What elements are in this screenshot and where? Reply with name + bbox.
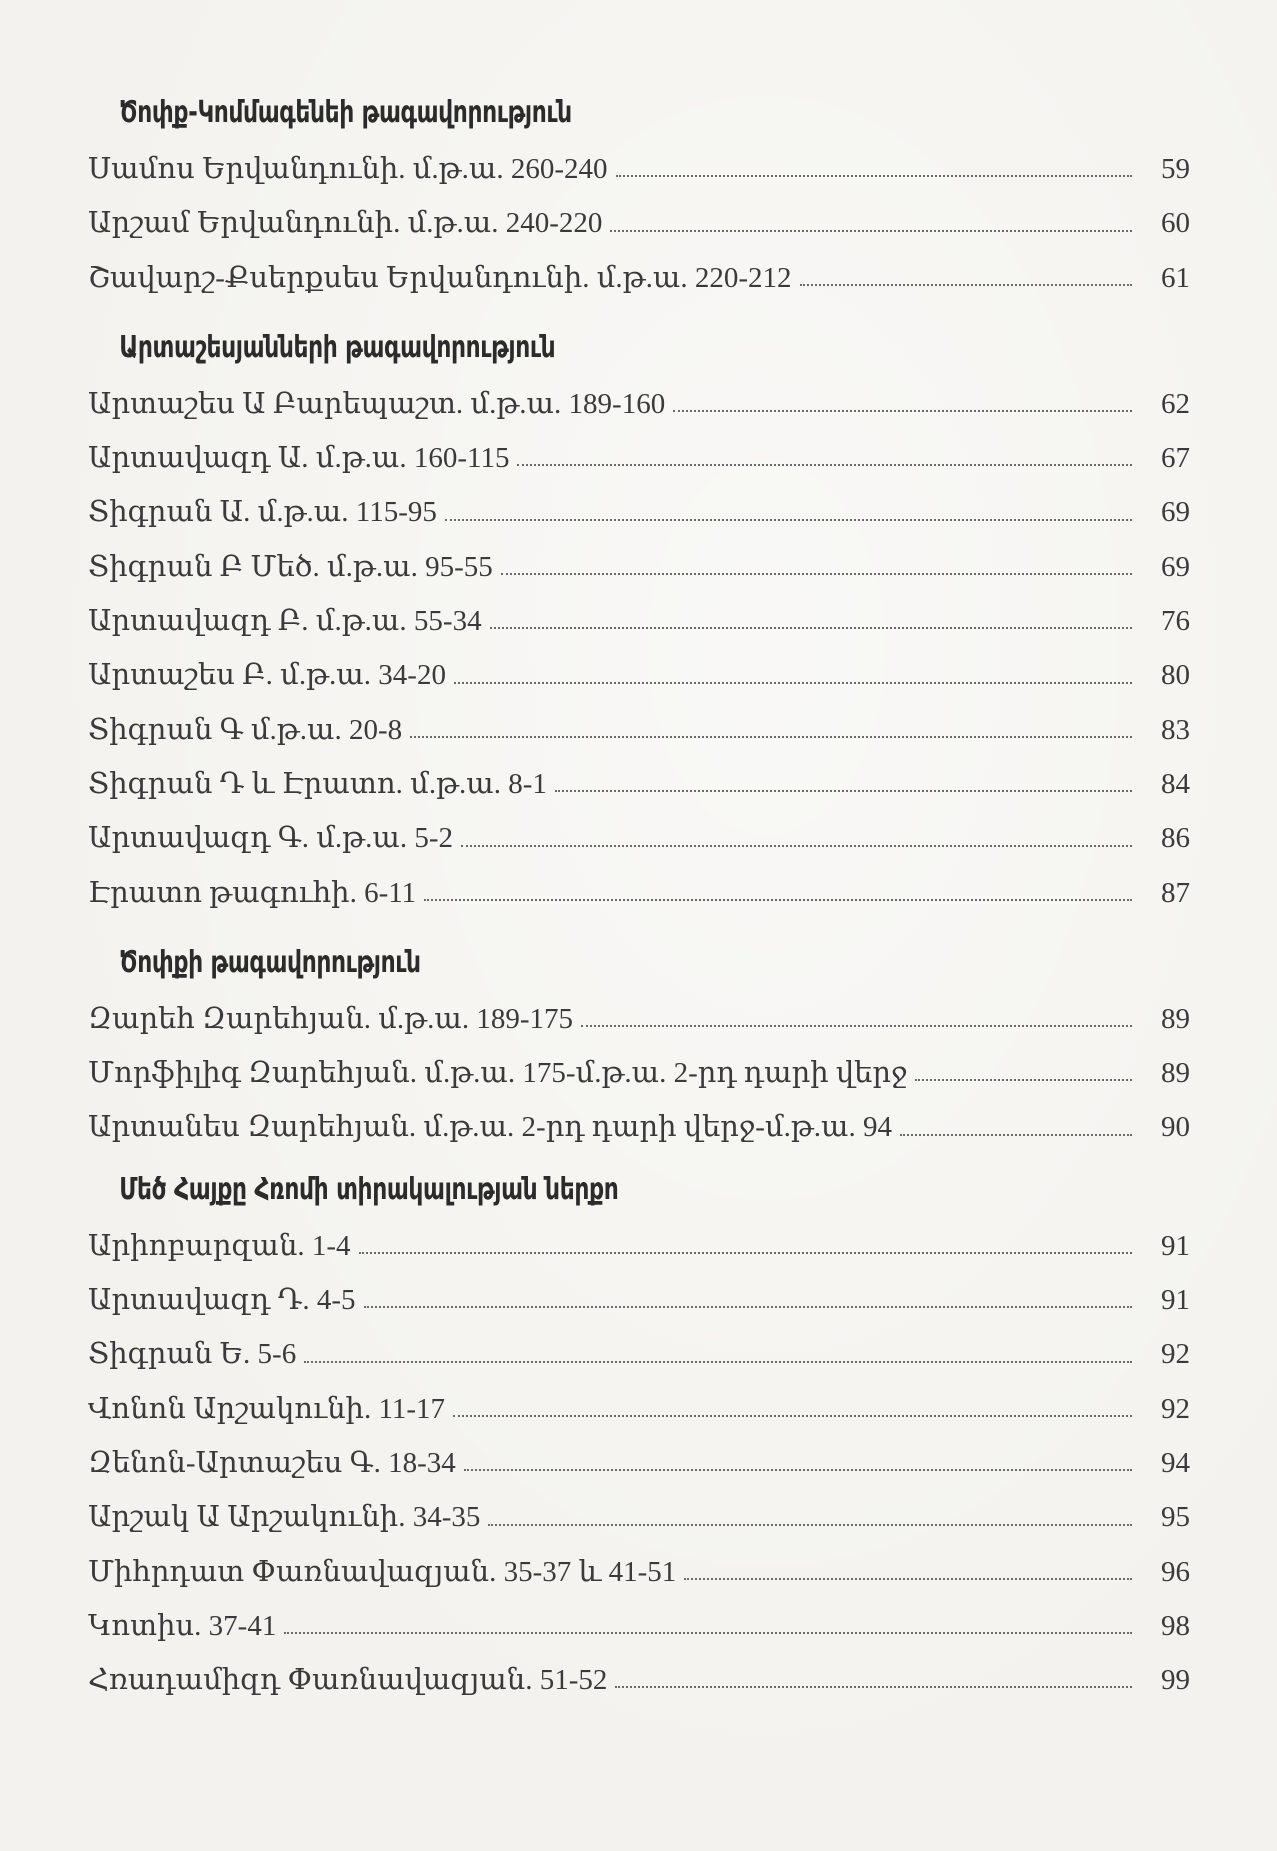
- page-number: 60: [1161, 207, 1190, 240]
- page-number: 95: [1161, 1501, 1190, 1534]
- entry-title: Զարեհ Զարեհյան. մ.թ.ա. 189-175: [88, 1002, 574, 1035]
- section-heading: Ծոփք-Կոմմագենեի թագավորություն: [119, 95, 572, 130]
- page-number: 61: [1161, 261, 1190, 294]
- dot-leader: [304, 1361, 1132, 1363]
- toc-entry[interactable]: [88, 485, 1190, 539]
- section-heading: Արտաշեսյանների թագավորություն: [119, 329, 556, 365]
- toc-entry[interactable]: [88, 703, 1190, 757]
- toc-entry[interactable]: [88, 540, 1190, 594]
- dot-leader: [461, 845, 1132, 847]
- page-number: 59: [1161, 153, 1190, 185]
- toc-entry[interactable]: [88, 1545, 1190, 1599]
- toc-section: [88, 934, 1190, 1155]
- entry-title: Արշամ Երվանդունի. մ.թ.ա. 240-220: [88, 207, 603, 240]
- page-number: 92: [1161, 1392, 1190, 1425]
- page-number: 69: [1161, 550, 1190, 583]
- dot-leader: [610, 230, 1132, 232]
- entry-title: Արտանես Զարեհյան. մ.թ.ա. 2-րդ դարի վերջ-մ.թ.ա. 94: [88, 1111, 893, 1144]
- toc-entry[interactable]: [88, 1436, 1190, 1490]
- dot-leader: [673, 410, 1132, 412]
- table-of-contents: [88, 84, 1190, 1707]
- page-number: 94: [1161, 1446, 1190, 1479]
- toc-entry[interactable]: [88, 866, 1190, 920]
- entry-title: Տիգրան Ա. մ.թ.ա. 115-95: [88, 496, 437, 529]
- entry-title: Հռադամիզդ Փառնավազյան. 51-52: [88, 1664, 608, 1697]
- entry-title: Արտաշես Բ. մ.թ.ա. 34-20: [88, 659, 446, 692]
- dot-leader: [915, 1079, 1132, 1081]
- entry-title: Արիոբարզան. 1-4: [88, 1229, 351, 1262]
- entry-title: Արշակ Ա Արշակունի. 34-35: [88, 1501, 481, 1534]
- dot-leader: [581, 1025, 1132, 1027]
- toc-entry[interactable]: [88, 1599, 1190, 1653]
- toc-entry[interactable]: [88, 196, 1190, 250]
- entry-title: Տիգրան Դ և Էրատո. մ.թ.ա. 8-1: [88, 767, 547, 800]
- page-number: 91: [1161, 1284, 1190, 1317]
- page-number: 83: [1161, 713, 1190, 746]
- toc-entry[interactable]: [88, 811, 1190, 865]
- dot-leader: [800, 284, 1132, 286]
- dot-leader: [488, 1524, 1132, 1526]
- entry-title: Արտավազդ Դ. 4-5: [88, 1284, 356, 1317]
- toc-entry[interactable]: [88, 1490, 1190, 1544]
- entry-title: Արտաշես Ա Բարեպաշտ. մ.թ.ա. 189-160: [88, 387, 666, 420]
- toc-entry[interactable]: [88, 1219, 1190, 1273]
- entry-title: Արտավազդ Բ. մ.թ.ա. 55-34: [88, 605, 482, 638]
- entry-title: Սամոս Երվանդունի. մ.թ.ա. 260-240: [88, 153, 608, 185]
- toc-section: [88, 1161, 1190, 1708]
- toc-entry[interactable]: [88, 377, 1190, 431]
- toc-entry[interactable]: [88, 757, 1190, 811]
- toc-entry[interactable]: [88, 1653, 1190, 1707]
- entry-title: Շավարշ-Քսերքսես Երվանդունի. մ.թ.ա. 220-212: [88, 261, 792, 294]
- toc-entry[interactable]: [88, 1327, 1190, 1381]
- toc-section: [88, 319, 1190, 920]
- dot-leader: [453, 1415, 1132, 1417]
- toc-entry[interactable]: [88, 1046, 1190, 1100]
- toc-entry[interactable]: [88, 142, 1190, 196]
- page-number: 98: [1161, 1609, 1190, 1642]
- entry-title: Տիգրան Բ Մեծ. մ.թ.ա. 95-55: [88, 550, 493, 583]
- toc-entry[interactable]: [88, 1382, 1190, 1436]
- page-number: 87: [1161, 876, 1190, 909]
- toc-entry[interactable]: [88, 1273, 1190, 1327]
- dot-leader: [490, 627, 1132, 629]
- entry-title: Կոտիս. 37-41: [88, 1609, 277, 1642]
- page-number: 86: [1161, 822, 1190, 855]
- entry-title: Տիգրան Գ մ.թ.ա. 20-8: [88, 713, 403, 746]
- dot-leader: [284, 1632, 1132, 1634]
- page-number: 84: [1161, 767, 1190, 800]
- page-number: 90: [1161, 1111, 1190, 1144]
- toc-section: [88, 84, 1190, 305]
- dot-leader: [364, 1306, 1133, 1308]
- page-number: 62: [1161, 387, 1190, 420]
- page-number: 91: [1161, 1229, 1190, 1262]
- toc-entry[interactable]: [88, 1100, 1190, 1154]
- dot-leader: [616, 175, 1133, 177]
- page-number: 99: [1161, 1664, 1190, 1697]
- toc-entry[interactable]: [88, 648, 1190, 702]
- dot-leader: [410, 736, 1132, 738]
- dot-leader: [684, 1578, 1132, 1580]
- entry-title: Արտավազդ Ա. մ.թ.ա. 160-115: [88, 442, 510, 475]
- dot-leader: [501, 573, 1132, 575]
- section-heading: Մեծ Հայքը Հռոմի տիրակալության ներքո: [119, 1171, 619, 1207]
- entry-title: Էրատո թագուհի. 6-11: [88, 876, 417, 909]
- section-heading: Ծոփքի թագավորություն: [119, 944, 421, 980]
- dot-leader: [359, 1252, 1132, 1254]
- page-number: 69: [1161, 496, 1190, 529]
- dot-leader: [464, 1469, 1132, 1471]
- page-number: 67: [1161, 442, 1190, 475]
- page-number: 89: [1161, 1057, 1190, 1090]
- page-number: 89: [1161, 1002, 1190, 1035]
- dot-leader: [555, 790, 1132, 792]
- entry-title: Միհրդատ Փառնավազյան. 35-37 և 41-51: [88, 1555, 677, 1588]
- dot-leader: [615, 1686, 1132, 1688]
- page-number: 92: [1161, 1338, 1190, 1371]
- dot-leader: [424, 899, 1132, 901]
- dot-leader: [900, 1134, 1132, 1136]
- toc-entry[interactable]: [88, 594, 1190, 648]
- page-number: 96: [1161, 1555, 1190, 1588]
- dot-leader: [517, 464, 1132, 466]
- entry-title: Արտավազդ Գ. մ.թ.ա. 5-2: [88, 822, 453, 855]
- dot-leader: [445, 519, 1132, 521]
- page-number: 76: [1161, 605, 1190, 638]
- toc-entry[interactable]: [88, 431, 1190, 485]
- toc-entry[interactable]: [88, 992, 1190, 1046]
- dot-leader: [454, 682, 1132, 684]
- entry-title: Զենոն-Արտաշես Գ. 18-34: [88, 1446, 456, 1479]
- toc-entry[interactable]: [88, 251, 1190, 305]
- entry-title: Տիգրան Ե. 5-6: [88, 1338, 297, 1371]
- entry-title: Մորֆիլիգ Զարեհյան. մ.թ.ա. 175-մ.թ.ա. 2-րդ դարի վերջ: [88, 1057, 908, 1090]
- entry-title: Վոնոն Արշակունի. 11-17: [88, 1392, 446, 1425]
- page-number: 80: [1161, 659, 1190, 692]
